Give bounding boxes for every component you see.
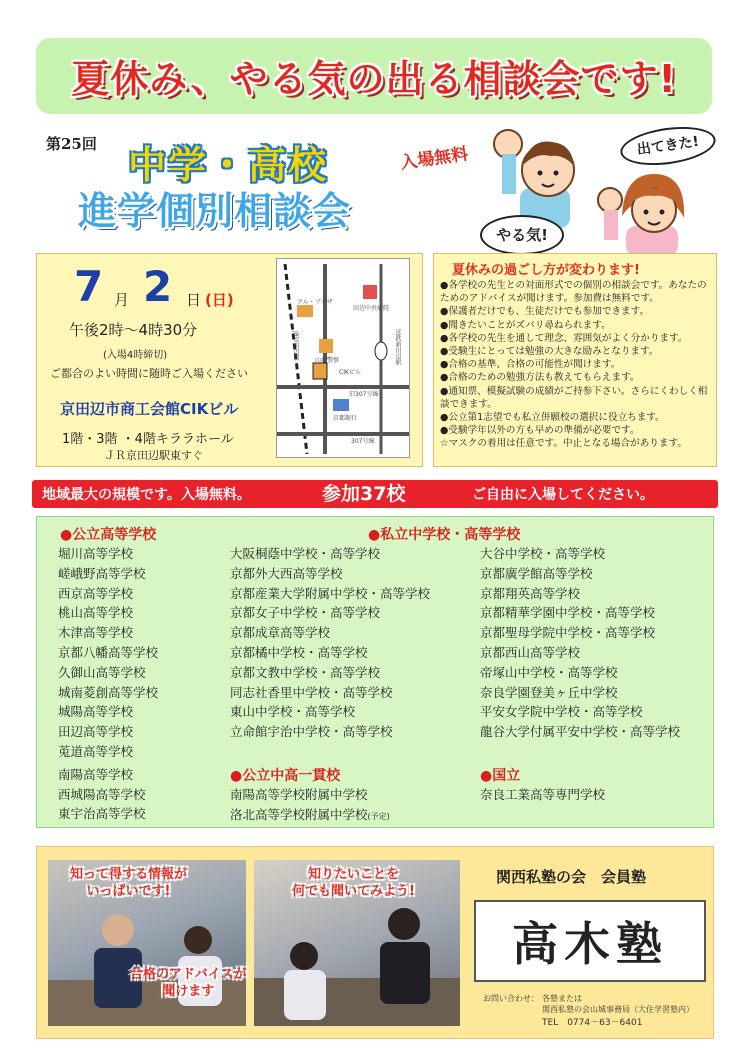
- list-item: [230, 805, 390, 827]
- map-label-police: 山城警察: [315, 357, 340, 364]
- edition-label: 第25回: [46, 135, 97, 153]
- list-item: 京都精華学園中学校・高等学校: [480, 605, 656, 621]
- list-item: 奈良工業高等専門学校: [480, 787, 606, 802]
- list-item: 南陽高等学校: [58, 766, 134, 782]
- boy-mascot-illustration: [490, 118, 590, 228]
- summer-title: 夏休みの過ごし方が変わります!: [452, 263, 640, 278]
- list-item: 京都女子中学校・高等学校: [230, 605, 381, 621]
- list-item: 京都廣学館高等学校: [480, 565, 593, 581]
- girl-mascot-illustration: [596, 160, 706, 256]
- list-item: 南陽高等学校附属中学校: [230, 787, 368, 802]
- list-item: ●合格のための勉強方法も教えてもらえます。: [440, 372, 640, 384]
- private-school-list-2: [480, 544, 680, 742]
- list-item: 久御山高等学校: [58, 664, 146, 680]
- list-item: 奈良学園登美ヶ丘中学校: [480, 684, 618, 700]
- list-item: 帝塚山中学校・高等学校: [480, 664, 618, 680]
- ikkan-list: [230, 785, 390, 827]
- day-unit: 日: [186, 291, 202, 309]
- list-item: 龍谷大学付属平安中学校・高等学校: [480, 724, 681, 740]
- list-item: 京都西山高等学校: [480, 644, 581, 660]
- event-weekday: (日): [205, 291, 234, 309]
- list-item: ●受験学年以外の方も早めの準備が必要です。: [440, 425, 640, 437]
- list-item: ●合格の基準、合格の可能性が聞けます。: [440, 359, 621, 371]
- list-item: ●各学校の先生との対面形式での個別の相談会です。あなたのためのアドバイスが聞けます。参加費は無料です。: [440, 280, 707, 305]
- ikkan-heading: ●公立中高一貫校: [230, 768, 341, 784]
- list-item: 京都文教中学校・高等学校: [230, 664, 381, 680]
- map-label-al-plaza: アル・プラザ: [297, 299, 333, 306]
- list-item: 西京高等学校: [58, 585, 134, 601]
- contact-label: お問い合わせ：: [483, 994, 539, 1003]
- list-item: 同志社香里中学校・高等学校: [230, 684, 393, 700]
- list-item: 大谷中学校・高等学校: [480, 546, 606, 561]
- title-line-1: 中学・高校: [128, 143, 329, 187]
- map-label-old-route: 旧307号線: [349, 391, 379, 398]
- list-item: 東山中学校・高等学校: [230, 704, 356, 720]
- list-item: 田辺高等学校: [58, 724, 134, 740]
- month-unit: 月: [114, 291, 130, 309]
- participating-count: 参加37校: [322, 483, 406, 505]
- map-label-kintetsu-station: 近鉄新田辺駅: [394, 329, 401, 365]
- private-school-heading: ●私立中学校・高等学校: [368, 527, 521, 543]
- map-label-cik: CIKビル: [339, 369, 361, 376]
- venue-map: [276, 258, 410, 458]
- list-item: 京都産業大学附属中学校・高等学校: [230, 585, 431, 601]
- event-time: 午後2時～4時30分: [69, 321, 198, 339]
- list-item: 城陽高等学校: [58, 704, 134, 720]
- list-item: 堀川高等学校: [58, 546, 134, 561]
- list-item: 京都翔英高等学校: [480, 585, 581, 601]
- list-item: 京都橘中学校・高等学校: [230, 644, 368, 660]
- list-item: 立命館宇治中学校・高等学校: [230, 724, 393, 740]
- photo2-caption: 知りたいことを 何でも聞いてみよう!: [292, 867, 415, 899]
- list-item: 京都外大西高等学校: [230, 565, 343, 581]
- private-school-list-1: [230, 544, 430, 742]
- photo1-caption-top: 知って得する情報が いっぱいです!: [70, 867, 188, 899]
- list-item: 木津高等学校: [58, 625, 134, 641]
- free-entry-badge: 入場無料: [399, 144, 470, 174]
- promo-strip-right: ご自由に入場してください。: [472, 487, 654, 503]
- national-heading: ●国立: [480, 768, 521, 784]
- map-label-route: 307号線: [351, 438, 375, 445]
- promo-strip-left: 地域最大の規模です。入場無料。: [42, 487, 251, 503]
- event-month: 7: [74, 262, 104, 311]
- list-item: 大阪桐蔭中学校・高等学校: [230, 546, 381, 561]
- banner-headline: 夏休み、やる気の出る相談会です!: [71, 57, 677, 101]
- list-item: 京都聖母学院中学校・高等学校: [480, 625, 656, 641]
- map-label-bank: 京都銀行: [333, 415, 358, 422]
- public-high-list: [58, 544, 158, 824]
- drop-in-note: ご都合のよい時間に随時ご入場ください: [50, 367, 248, 380]
- list-item: ●聞きたいことがズバリ尋ねられます。: [440, 319, 611, 331]
- speech-bubble-yaruki: やる気!: [480, 215, 564, 255]
- list-item: ●公立第1志望でも私立併願校の選択に役立ちます。: [440, 412, 665, 424]
- entry-deadline: (入場4時締切): [103, 350, 168, 361]
- list-item: 莵道高等学校: [58, 743, 134, 759]
- title-line-2: 進学個別相談会: [78, 189, 352, 233]
- venue-station: ＪＲ京田辺駅東すぐ: [104, 449, 203, 462]
- speech-bubble-detekita: 出てきた!: [618, 121, 718, 170]
- contact-tel: TEL 0774－63－6401: [542, 1018, 643, 1028]
- list-item: ●保護者だけでも、生徒だけでも参加できます。: [440, 306, 650, 318]
- list-item: 桃山高等学校: [58, 605, 134, 621]
- planned-note: (予定): [367, 811, 390, 821]
- photo1-caption-bottom: 合格のアドバイスが 聞けます: [130, 967, 247, 999]
- list-item: 平安女学院中学校・高等学校: [480, 704, 643, 720]
- venue-floors: 1階・3階 ・4階キララホール: [62, 432, 234, 447]
- list-item: 東宇治高等学校: [58, 806, 146, 822]
- event-day: 2: [143, 262, 173, 311]
- list-item: ●通知票、模擬試験の成績がご持参下さい。さらにくわしく相談できます。: [440, 385, 708, 410]
- list-item: ●受験生にとっては勉強の大きな励みとなります。: [440, 346, 659, 358]
- list-item: ●各学校の先生を通して理念、雰囲気がよく分かります。: [440, 332, 688, 344]
- map-label-hospital: 田辺中央病院: [353, 305, 390, 312]
- list-item: 京都成章高等学校: [230, 625, 331, 641]
- contact-text: 各塾または 関西私塾の会山城事務局（大住学習塾内）: [542, 994, 694, 1014]
- list-item: ☆マスクの着用は任意です。中止となる場合があります。: [440, 438, 687, 450]
- list-item: 京都八幡高等学校: [58, 644, 159, 660]
- juku-name: 高木塾: [512, 917, 668, 971]
- list-item: 西城陽高等学校: [58, 786, 146, 802]
- list-item: 城南菱創高等学校: [58, 684, 159, 700]
- venue-name: 京田辺市商工会館CIKビル: [60, 400, 239, 418]
- map-label-jr-station: JR京田辺駅: [292, 331, 299, 361]
- public-high-heading: ●公立高等学校: [60, 527, 157, 543]
- summer-benefits-list: [440, 279, 716, 451]
- list-item: 嵯峨野高等学校: [58, 565, 146, 581]
- school-name: 洛北高等学校附属中学校: [230, 806, 368, 822]
- association-label: 関西私塾の会 会員塾: [496, 868, 647, 886]
- national-list: [480, 785, 605, 805]
